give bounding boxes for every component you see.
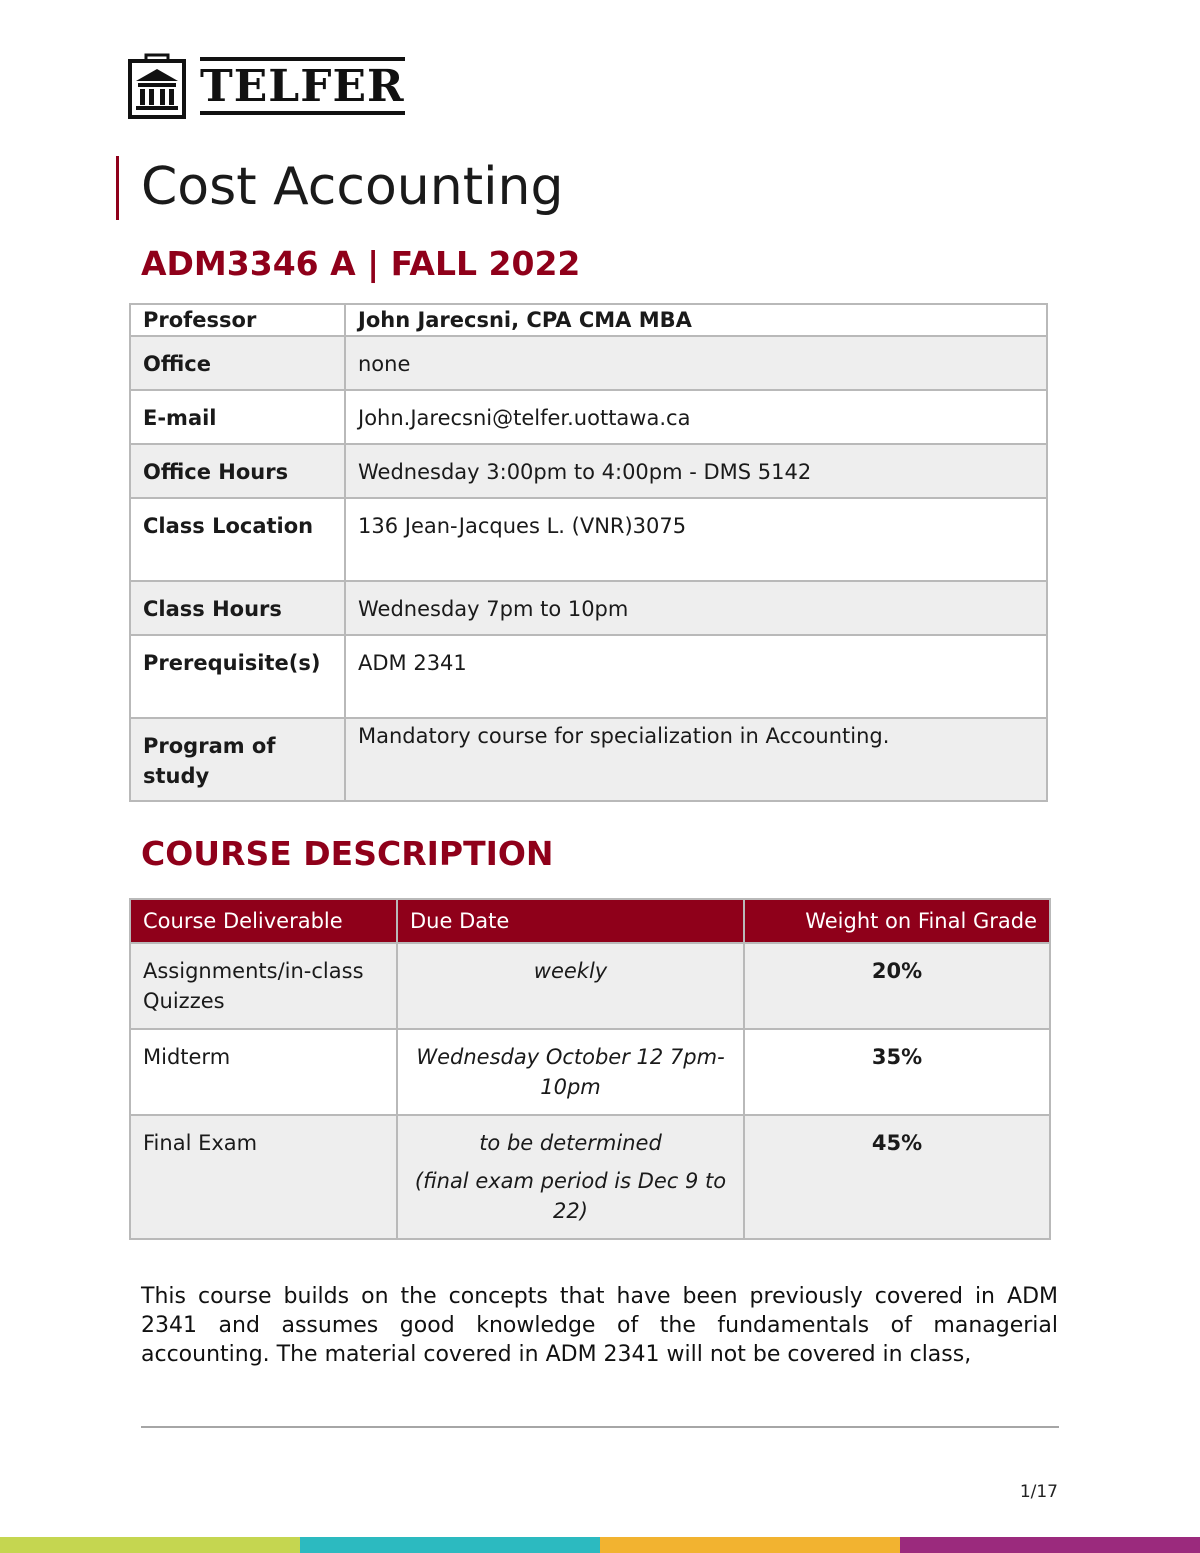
info-label: Prerequisite(s) — [130, 635, 345, 718]
info-label: Professor — [130, 304, 345, 336]
weight-cell: 35% — [744, 1029, 1050, 1115]
due-date-cell — [397, 1115, 744, 1239]
course-code-term: ADM3346 A | FALL 2022 — [141, 244, 581, 283]
stripe-teal — [300, 1537, 600, 1553]
footer-divider — [141, 1426, 1059, 1428]
info-value: 136 Jean-Jacques L. (VNR)3075 — [345, 498, 1047, 581]
university-building-icon — [128, 53, 186, 119]
document-title: Cost Accounting — [141, 157, 564, 217]
info-value: John Jarecsni, CPA CMA MBA — [345, 304, 1047, 336]
info-label: Class Hours — [130, 581, 345, 635]
column-header: Weight on Final Grade — [744, 899, 1050, 943]
table-row — [130, 1115, 1050, 1239]
info-value: Wednesday 3:00pm to 4:00pm - DMS 5142 — [345, 444, 1047, 498]
info-row-email — [130, 390, 1047, 444]
info-label: Program of study — [130, 718, 345, 801]
title-accent-bar — [116, 156, 119, 220]
info-row-prerequisites — [130, 635, 1047, 718]
email-link[interactable]: John.Jarecsni@telfer.uottawa.ca — [345, 390, 1047, 444]
table-row — [130, 943, 1050, 1029]
info-row-office-hours — [130, 444, 1047, 498]
info-row-program — [130, 718, 1047, 801]
deliverable-cell: Final Exam — [130, 1115, 397, 1239]
due-date-text: to be determined — [479, 1131, 662, 1155]
info-value: ADM 2341 — [345, 635, 1047, 718]
column-header: Course Deliverable — [130, 899, 397, 943]
due-date-note: (final exam period is Dec 9 to 22) — [414, 1169, 727, 1223]
info-value: Wednesday 7pm to 10pm — [345, 581, 1047, 635]
section-heading-course-description: COURSE DESCRIPTION — [141, 834, 554, 873]
info-value: none — [345, 336, 1047, 390]
grading-header-row — [130, 899, 1050, 943]
stripe-green — [0, 1537, 300, 1553]
info-label: E-mail — [130, 390, 345, 444]
info-label: Office Hours — [130, 444, 345, 498]
course-info-table — [129, 303, 1048, 802]
info-label: Class Location — [130, 498, 345, 581]
info-row-class-hours — [130, 581, 1047, 635]
page-number: 1/17 — [1019, 1482, 1058, 1502]
info-row-professor — [130, 304, 1047, 336]
table-row — [130, 1029, 1050, 1115]
course-description-paragraph: This course builds on the concepts that have been previously covered in ADM 2341 and assumes good knowledge of the fundamentals of managerial accounting. The material covered in ADM 2341 will not be covered in class, — [141, 1284, 1058, 1367]
due-date-cell: weekly — [397, 943, 744, 1029]
info-label: Office — [130, 336, 345, 390]
stripe-purple — [900, 1537, 1200, 1553]
info-row-class-location — [130, 498, 1047, 581]
deliverable-cell: Midterm — [130, 1029, 397, 1115]
weight-cell: 45% — [744, 1115, 1050, 1239]
logo-wordmark: TELFER — [200, 57, 405, 115]
weight-cell: 20% — [744, 943, 1050, 1029]
footer-color-stripes — [0, 1537, 1200, 1553]
deliverable-cell: Assignments/in-class Quizzes — [130, 943, 397, 1029]
info-value: Mandatory course for specialization in Accounting. — [345, 718, 1047, 801]
grading-table — [129, 898, 1051, 1240]
due-date-cell: Wednesday October 12 7pm-10pm — [397, 1029, 744, 1115]
stripe-yellow — [600, 1537, 900, 1553]
telfer-logo — [128, 52, 405, 120]
info-row-office — [130, 336, 1047, 390]
column-header: Due Date — [397, 899, 744, 943]
